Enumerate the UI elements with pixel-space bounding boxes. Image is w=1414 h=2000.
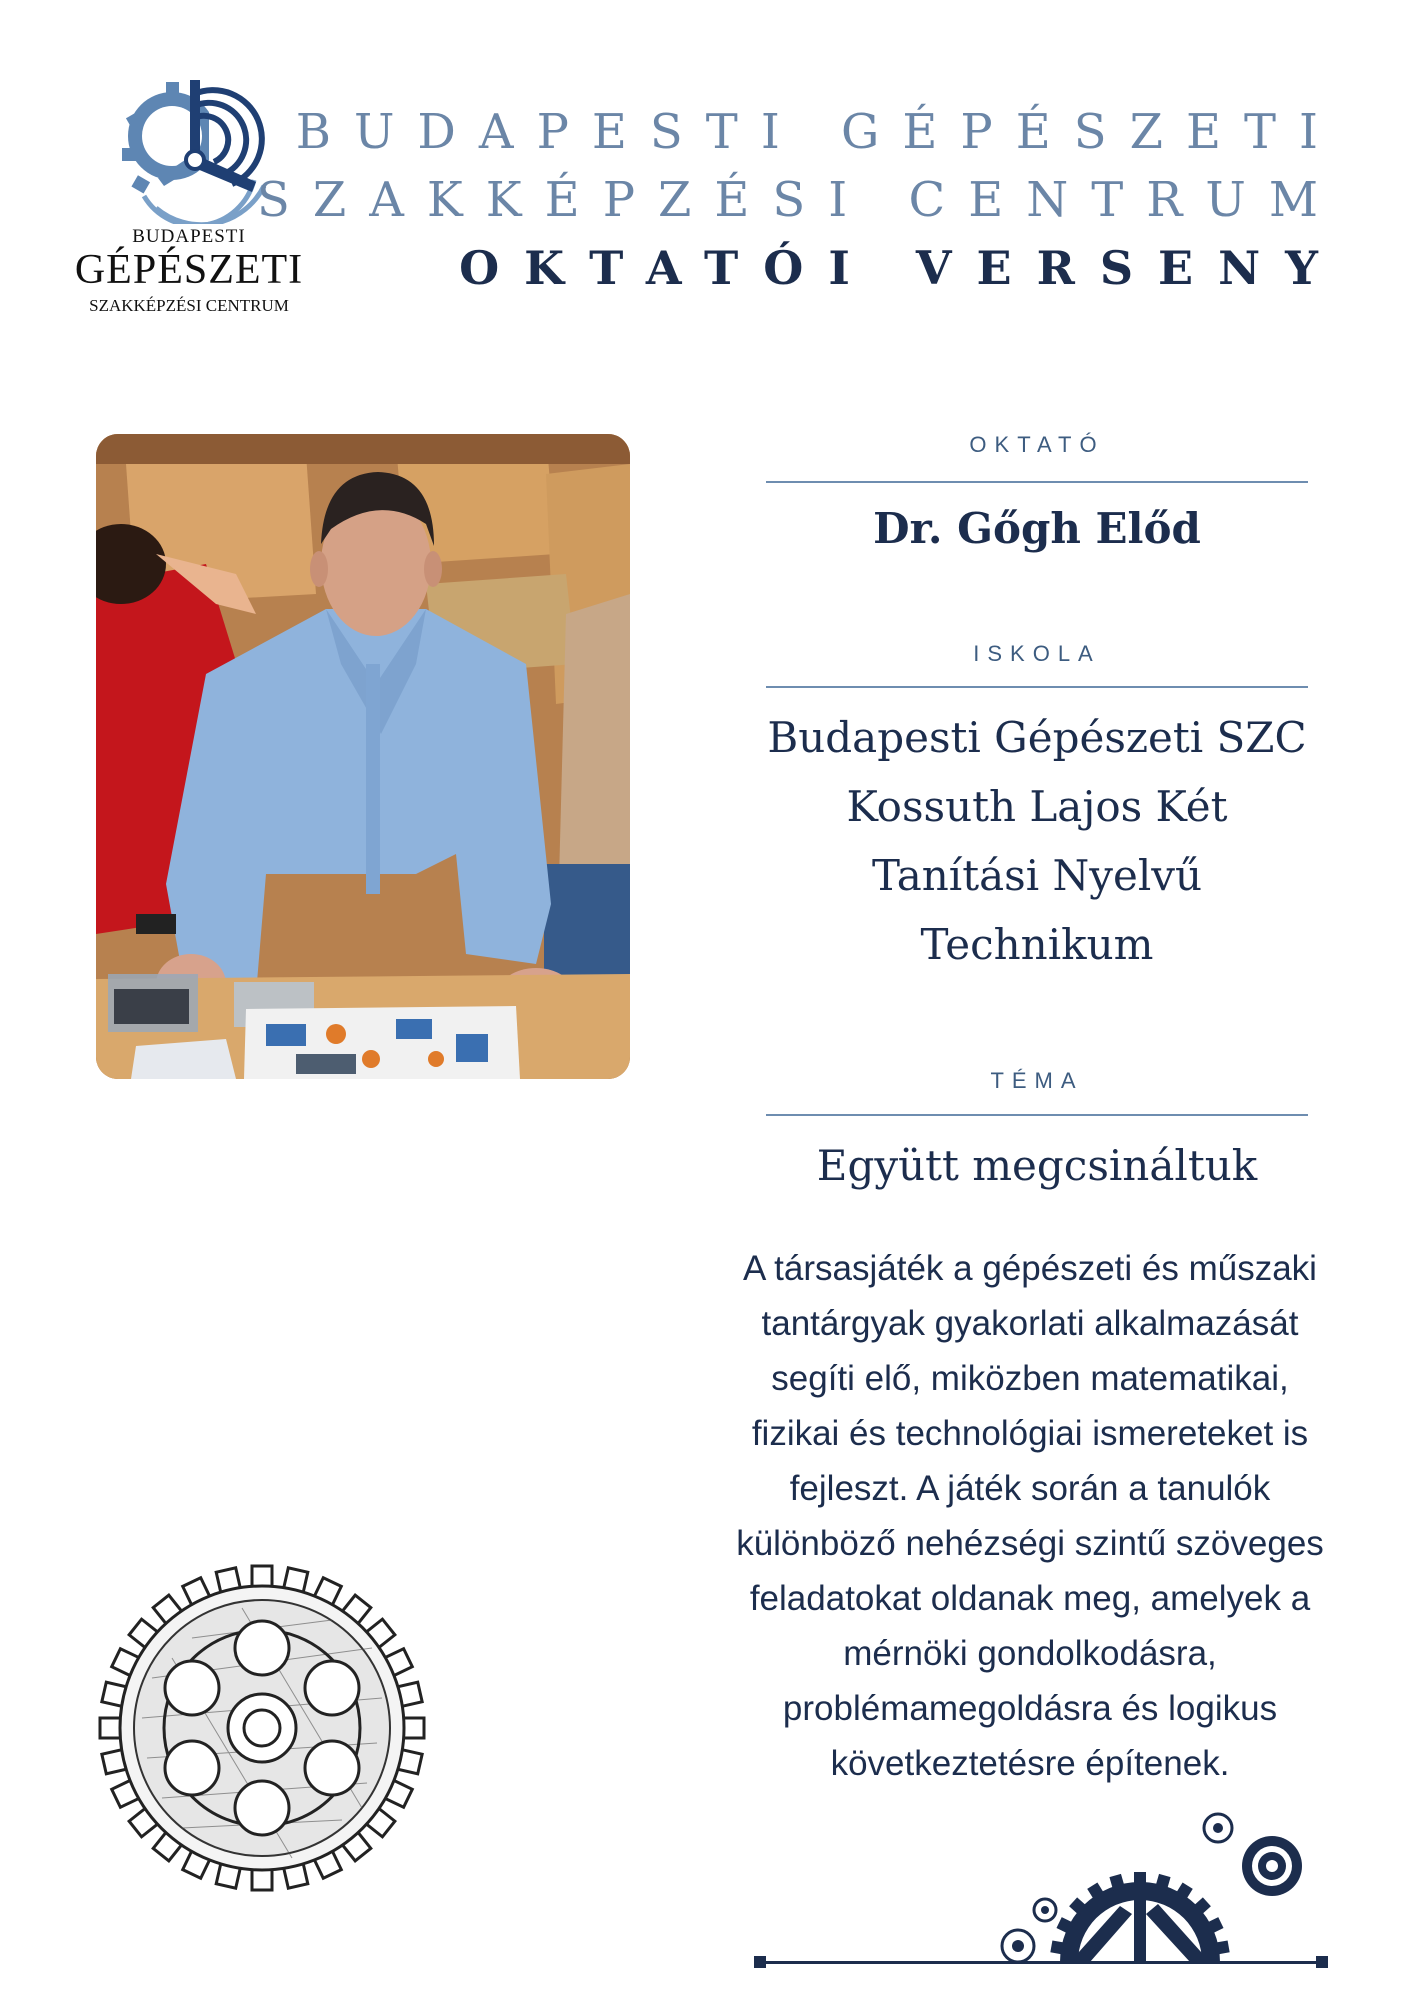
logo-text-bottom: SZAKKÉPZÉSI CENTRUM [89, 296, 289, 315]
divider [766, 686, 1308, 688]
description-line: feladatokat oldanak meg, amelyek a [749, 1579, 1311, 1618]
description-line: fizikai és technológiai ismereteket is [751, 1414, 1309, 1453]
teacher-name: Dr. Gőgh Előd [873, 504, 1201, 553]
teacher-photo [96, 434, 630, 1079]
description-line: tantárgyak gyakorlati alkalmazását [761, 1304, 1299, 1343]
logo-gear-icon [114, 74, 274, 224]
school-name-line: Budapesti Gépészeti SZC [767, 713, 1307, 762]
theme-title: Együtt megcsináltuk [816, 1141, 1258, 1190]
decorative-gear-icon [92, 1558, 432, 1898]
school-name-line: Technikum [920, 920, 1154, 969]
description-line: következtetésre építenek. [830, 1744, 1230, 1783]
description-line: fejleszt. A játék során a tanulók [789, 1469, 1271, 1508]
header-title-line3: OKTATÓI VERSENY [459, 241, 1343, 295]
header-title-line1: BUDAPESTI GÉPÉSZETI [295, 104, 1341, 160]
logo-text-top: BUDAPESTI [132, 226, 246, 247]
theme-description [690, 1241, 1370, 1791]
description-line: különböző nehézségi szintű szöveges [736, 1524, 1324, 1563]
logo-text-main: GÉPÉSZETI [74, 247, 304, 293]
description-line: problémamegoldásra és logikus [782, 1689, 1278, 1728]
description-line: segíti elő, miközben matematikai, [771, 1359, 1289, 1398]
theme-label: TÉMA [990, 1068, 1084, 1093]
divider [766, 481, 1308, 483]
description-line: A társasjáték a gépészeti és műszaki [743, 1249, 1317, 1288]
school-name-line: Kossuth Lajos Két [846, 782, 1228, 831]
header-title-line2: SZAKKÉPZÉSI CENTRUM [257, 172, 1341, 228]
school-name-line: Tanítási Nyelvű [871, 851, 1203, 900]
school-label: ISKOLA [973, 641, 1101, 666]
footer-gears-icon [740, 1806, 1340, 1976]
school-name [766, 703, 1308, 979]
teacher-label: OKTATÓ [969, 432, 1105, 457]
divider [766, 1114, 1308, 1116]
description-line: mérnöki gondolkodásra, [843, 1634, 1217, 1673]
